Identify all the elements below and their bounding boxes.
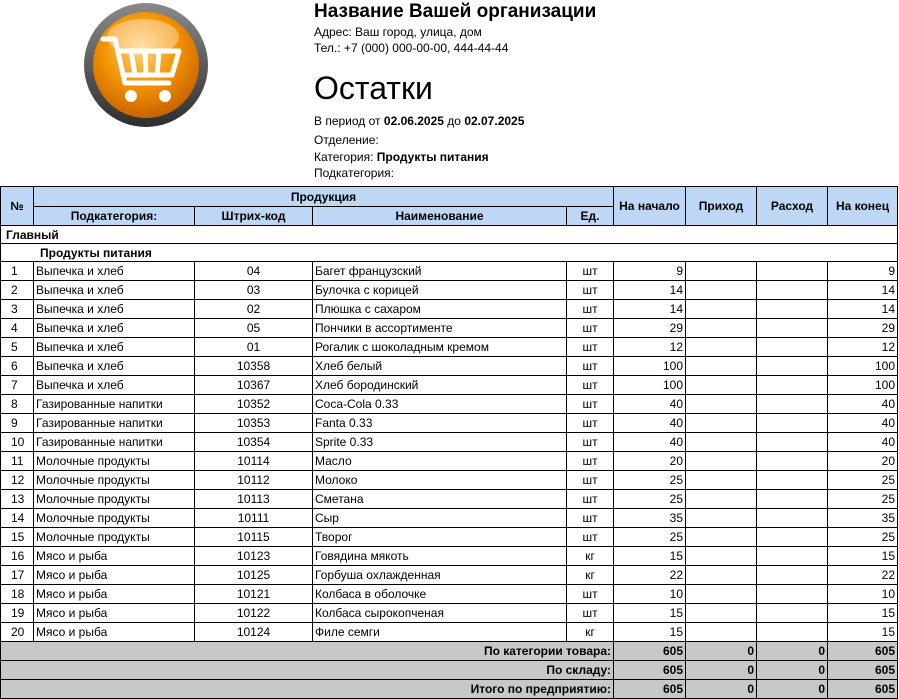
row-barcode: 03 bbox=[195, 281, 313, 300]
totals-row bbox=[1, 642, 898, 661]
totals-end: 605 bbox=[828, 642, 898, 661]
row-income bbox=[686, 357, 757, 376]
row-barcode: 10115 bbox=[195, 528, 313, 547]
report-title: Остатки bbox=[314, 70, 433, 106]
row-number: 9 bbox=[1, 414, 34, 433]
row-subcategory: Газированные напитки bbox=[34, 414, 195, 433]
row-barcode: 10111 bbox=[195, 509, 313, 528]
col-num: № bbox=[1, 187, 34, 226]
row-start: 25 bbox=[614, 490, 686, 509]
row-expense bbox=[757, 623, 828, 642]
row-expense bbox=[757, 433, 828, 452]
row-start: 14 bbox=[614, 300, 686, 319]
row-expense bbox=[757, 528, 828, 547]
totals-start: 605 bbox=[614, 642, 686, 661]
row-income bbox=[686, 547, 757, 566]
row-expense bbox=[757, 509, 828, 528]
row-start: 14 bbox=[614, 281, 686, 300]
row-name: Хлеб бородинский bbox=[313, 376, 567, 395]
row-subcategory: Мясо и рыба bbox=[34, 566, 195, 585]
row-expense bbox=[757, 338, 828, 357]
row-subcategory: Газированные напитки bbox=[34, 433, 195, 452]
row-unit: шт bbox=[567, 509, 614, 528]
row-unit: шт bbox=[567, 528, 614, 547]
totals-label: По складу: bbox=[1, 661, 614, 680]
row-unit: шт bbox=[567, 604, 614, 623]
table-row bbox=[1, 566, 898, 585]
row-end: 22 bbox=[828, 566, 898, 585]
row-number: 13 bbox=[1, 490, 34, 509]
row-income bbox=[686, 509, 757, 528]
row-name: Булочка с корицей bbox=[313, 281, 567, 300]
totals-expense: 0 bbox=[757, 680, 828, 699]
row-barcode: 10354 bbox=[195, 433, 313, 452]
row-unit: шт bbox=[567, 471, 614, 490]
row-subcategory: Мясо и рыба bbox=[34, 585, 195, 604]
row-number: 10 bbox=[1, 433, 34, 452]
totals-end: 605 bbox=[828, 680, 898, 699]
row-end: 100 bbox=[828, 357, 898, 376]
table-row bbox=[1, 585, 898, 604]
row-start: 10 bbox=[614, 585, 686, 604]
row-name: Молоко bbox=[313, 471, 567, 490]
totals-start: 605 bbox=[614, 680, 686, 699]
row-name: Филе семги bbox=[313, 623, 567, 642]
totals-income: 0 bbox=[686, 680, 757, 699]
row-number: 5 bbox=[1, 338, 34, 357]
row-unit: шт bbox=[567, 395, 614, 414]
row-unit: шт bbox=[567, 585, 614, 604]
group-main: Главный bbox=[1, 226, 898, 244]
row-name: Плюшка с сахаром bbox=[313, 300, 567, 319]
row-income bbox=[686, 433, 757, 452]
row-unit: кг bbox=[567, 547, 614, 566]
table-row bbox=[1, 623, 898, 642]
row-expense bbox=[757, 376, 828, 395]
row-number: 15 bbox=[1, 528, 34, 547]
row-name: Горбуша охлажденная bbox=[313, 566, 567, 585]
row-expense bbox=[757, 319, 828, 338]
stock-table bbox=[0, 186, 898, 699]
row-end: 40 bbox=[828, 433, 898, 452]
row-name: Колбаса в оболочке bbox=[313, 585, 567, 604]
row-income bbox=[686, 376, 757, 395]
table-row bbox=[1, 319, 898, 338]
table-row bbox=[1, 528, 898, 547]
row-barcode: 10123 bbox=[195, 547, 313, 566]
row-income bbox=[686, 566, 757, 585]
row-expense bbox=[757, 471, 828, 490]
row-number: 17 bbox=[1, 566, 34, 585]
table-row bbox=[1, 414, 898, 433]
row-end: 14 bbox=[828, 281, 898, 300]
table-row bbox=[1, 490, 898, 509]
row-start: 100 bbox=[614, 357, 686, 376]
row-barcode: 10125 bbox=[195, 566, 313, 585]
table-row bbox=[1, 547, 898, 566]
row-barcode: 04 bbox=[195, 262, 313, 281]
col-name: Наименование bbox=[313, 207, 567, 226]
row-expense bbox=[757, 414, 828, 433]
col-income: Приход bbox=[686, 187, 757, 226]
row-end: 35 bbox=[828, 509, 898, 528]
row-barcode: 10122 bbox=[195, 604, 313, 623]
row-end: 10 bbox=[828, 585, 898, 604]
row-end: 25 bbox=[828, 471, 898, 490]
table-row bbox=[1, 281, 898, 300]
totals-label: По категории товара: bbox=[1, 642, 614, 661]
row-income bbox=[686, 262, 757, 281]
totals-row bbox=[1, 661, 898, 680]
row-end: 12 bbox=[828, 338, 898, 357]
row-end: 40 bbox=[828, 414, 898, 433]
row-barcode: 10367 bbox=[195, 376, 313, 395]
row-barcode: 10112 bbox=[195, 471, 313, 490]
col-expense: Расход bbox=[757, 187, 828, 226]
row-expense bbox=[757, 357, 828, 376]
row-subcategory: Выпечка и хлеб bbox=[34, 319, 195, 338]
col-start: На начало bbox=[614, 187, 686, 226]
row-end: 100 bbox=[828, 376, 898, 395]
row-end: 15 bbox=[828, 604, 898, 623]
row-start: 40 bbox=[614, 414, 686, 433]
row-expense bbox=[757, 395, 828, 414]
row-number: 18 bbox=[1, 585, 34, 604]
row-unit: шт bbox=[567, 433, 614, 452]
row-start: 35 bbox=[614, 509, 686, 528]
table-row bbox=[1, 433, 898, 452]
row-unit: шт bbox=[567, 414, 614, 433]
row-income bbox=[686, 395, 757, 414]
row-name: Колбаса сырокопченая bbox=[313, 604, 567, 623]
row-subcategory: Выпечка и хлеб bbox=[34, 338, 195, 357]
row-end: 9 bbox=[828, 262, 898, 281]
table-row bbox=[1, 376, 898, 395]
subcategory-label: Подкатегория: bbox=[314, 166, 394, 180]
org-address: Адрес: Ваш город, улица, дом bbox=[314, 25, 482, 39]
row-unit: шт bbox=[567, 490, 614, 509]
category-label: Категория: bbox=[314, 150, 374, 164]
row-start: 15 bbox=[614, 547, 686, 566]
row-expense bbox=[757, 281, 828, 300]
row-start: 9 bbox=[614, 262, 686, 281]
row-subcategory: Молочные продукты bbox=[34, 509, 195, 528]
row-subcategory: Мясо и рыба bbox=[34, 623, 195, 642]
row-expense bbox=[757, 300, 828, 319]
row-end: 29 bbox=[828, 319, 898, 338]
table-row bbox=[1, 509, 898, 528]
row-end: 14 bbox=[828, 300, 898, 319]
period-mid: до bbox=[447, 114, 461, 128]
row-end: 40 bbox=[828, 395, 898, 414]
row-subcategory: Молочные продукты bbox=[34, 528, 195, 547]
row-start: 29 bbox=[614, 319, 686, 338]
row-unit: шт bbox=[567, 300, 614, 319]
row-end: 15 bbox=[828, 623, 898, 642]
row-name: Пончики в ассортименте bbox=[313, 319, 567, 338]
totals-income: 0 bbox=[686, 642, 757, 661]
row-income bbox=[686, 490, 757, 509]
table-row bbox=[1, 262, 898, 281]
row-name: Sprite 0.33 bbox=[313, 433, 567, 452]
org-phone: Тел.: +7 (000) 000-00-00, 444-44-44 bbox=[314, 41, 509, 55]
row-number: 7 bbox=[1, 376, 34, 395]
row-expense bbox=[757, 490, 828, 509]
table-row bbox=[1, 300, 898, 319]
row-start: 15 bbox=[614, 604, 686, 623]
shopping-cart-logo bbox=[81, 3, 211, 128]
row-unit: кг bbox=[567, 566, 614, 585]
row-start: 40 bbox=[614, 433, 686, 452]
table-row bbox=[1, 395, 898, 414]
col-unit: Ед. bbox=[567, 207, 614, 226]
totals-row bbox=[1, 680, 898, 699]
row-unit: шт bbox=[567, 338, 614, 357]
row-end: 20 bbox=[828, 452, 898, 471]
row-start: 15 bbox=[614, 623, 686, 642]
row-number: 1 bbox=[1, 262, 34, 281]
row-expense bbox=[757, 262, 828, 281]
row-start: 20 bbox=[614, 452, 686, 471]
row-income bbox=[686, 604, 757, 623]
row-income bbox=[686, 319, 757, 338]
row-name: Fanta 0.33 bbox=[313, 414, 567, 433]
col-product-group: Продукция bbox=[34, 187, 614, 207]
col-end: На конец bbox=[828, 187, 898, 226]
row-income bbox=[686, 585, 757, 604]
row-subcategory: Мясо и рыба bbox=[34, 547, 195, 566]
totals-start: 605 bbox=[614, 661, 686, 680]
table-row bbox=[1, 338, 898, 357]
org-name: Название Вашей организации bbox=[314, 1, 597, 22]
row-name: Творог bbox=[313, 528, 567, 547]
row-subcategory: Мясо и рыба bbox=[34, 604, 195, 623]
table-row bbox=[1, 471, 898, 490]
row-subcategory: Выпечка и хлеб bbox=[34, 300, 195, 319]
row-barcode: 10124 bbox=[195, 623, 313, 642]
row-expense bbox=[757, 604, 828, 623]
row-start: 40 bbox=[614, 395, 686, 414]
row-number: 3 bbox=[1, 300, 34, 319]
row-income bbox=[686, 452, 757, 471]
row-barcode: 10353 bbox=[195, 414, 313, 433]
row-number: 12 bbox=[1, 471, 34, 490]
row-number: 14 bbox=[1, 509, 34, 528]
row-subcategory: Молочные продукты bbox=[34, 490, 195, 509]
row-name: Багет французский bbox=[313, 262, 567, 281]
row-number: 8 bbox=[1, 395, 34, 414]
row-income bbox=[686, 623, 757, 642]
table-row bbox=[1, 604, 898, 623]
row-barcode: 10358 bbox=[195, 357, 313, 376]
row-barcode: 02 bbox=[195, 300, 313, 319]
row-unit: кг bbox=[567, 623, 614, 642]
col-barcode: Штрих-код bbox=[195, 207, 313, 226]
row-number: 11 bbox=[1, 452, 34, 471]
row-number: 6 bbox=[1, 357, 34, 376]
row-unit: шт bbox=[567, 262, 614, 281]
row-start: 12 bbox=[614, 338, 686, 357]
subcategory-line bbox=[314, 165, 394, 182]
row-unit: шт bbox=[567, 452, 614, 471]
row-name: Сметана bbox=[313, 490, 567, 509]
row-income bbox=[686, 471, 757, 490]
row-barcode: 10114 bbox=[195, 452, 313, 471]
row-expense bbox=[757, 585, 828, 604]
row-barcode: 10113 bbox=[195, 490, 313, 509]
row-name: Рогалик с шоколадным кремом bbox=[313, 338, 567, 357]
row-subcategory: Молочные продукты bbox=[34, 471, 195, 490]
totals-end: 605 bbox=[828, 661, 898, 680]
row-subcategory: Выпечка и хлеб bbox=[34, 281, 195, 300]
period-from: 02.06.2025 bbox=[383, 114, 444, 128]
category-value: Продукты питания bbox=[376, 150, 489, 164]
row-start: 22 bbox=[614, 566, 686, 585]
table-row bbox=[1, 452, 898, 471]
row-barcode: 10352 bbox=[195, 395, 313, 414]
table-row bbox=[1, 357, 898, 376]
row-barcode: 05 bbox=[195, 319, 313, 338]
row-subcategory: Молочные продукты bbox=[34, 452, 195, 471]
row-barcode: 10121 bbox=[195, 585, 313, 604]
row-end: 25 bbox=[828, 528, 898, 547]
period-to: 02.07.2025 bbox=[464, 114, 525, 128]
row-start: 25 bbox=[614, 528, 686, 547]
row-name: Говядина мякоть bbox=[313, 547, 567, 566]
totals-label: Итого по предприятию: bbox=[1, 680, 614, 699]
totals-expense: 0 bbox=[757, 661, 828, 680]
department-label: Отделение: bbox=[314, 133, 379, 147]
row-unit: шт bbox=[567, 281, 614, 300]
row-name: Coca-Cola 0.33 bbox=[313, 395, 567, 414]
row-subcategory: Газированные напитки bbox=[34, 395, 195, 414]
row-name: Масло bbox=[313, 452, 567, 471]
period-prefix: В период от bbox=[314, 114, 381, 128]
totals-expense: 0 bbox=[757, 642, 828, 661]
row-income bbox=[686, 281, 757, 300]
row-income bbox=[686, 414, 757, 433]
report-period bbox=[314, 113, 524, 130]
row-end: 25 bbox=[828, 490, 898, 509]
row-income bbox=[686, 338, 757, 357]
department-line bbox=[314, 132, 379, 149]
row-income bbox=[686, 300, 757, 319]
row-start: 100 bbox=[614, 376, 686, 395]
group-food: Продукты питания bbox=[1, 244, 898, 262]
row-number: 20 bbox=[1, 623, 34, 642]
row-unit: шт bbox=[567, 357, 614, 376]
row-expense bbox=[757, 452, 828, 471]
row-expense bbox=[757, 547, 828, 566]
row-subcategory: Выпечка и хлеб bbox=[34, 357, 195, 376]
row-end: 15 bbox=[828, 547, 898, 566]
row-expense bbox=[757, 566, 828, 585]
row-subcategory: Выпечка и хлеб bbox=[34, 376, 195, 395]
row-number: 2 bbox=[1, 281, 34, 300]
row-number: 16 bbox=[1, 547, 34, 566]
row-start: 25 bbox=[614, 471, 686, 490]
row-income bbox=[686, 528, 757, 547]
row-name: Хлеб белый bbox=[313, 357, 567, 376]
row-unit: шт bbox=[567, 376, 614, 395]
totals-income: 0 bbox=[686, 661, 757, 680]
row-barcode: 01 bbox=[195, 338, 313, 357]
category-line bbox=[314, 149, 489, 166]
row-subcategory: Выпечка и хлеб bbox=[34, 262, 195, 281]
row-number: 4 bbox=[1, 319, 34, 338]
row-unit: шт bbox=[567, 319, 614, 338]
col-subcategory: Подкатегория: bbox=[34, 207, 195, 226]
row-number: 19 bbox=[1, 604, 34, 623]
row-name: Сыр bbox=[313, 509, 567, 528]
